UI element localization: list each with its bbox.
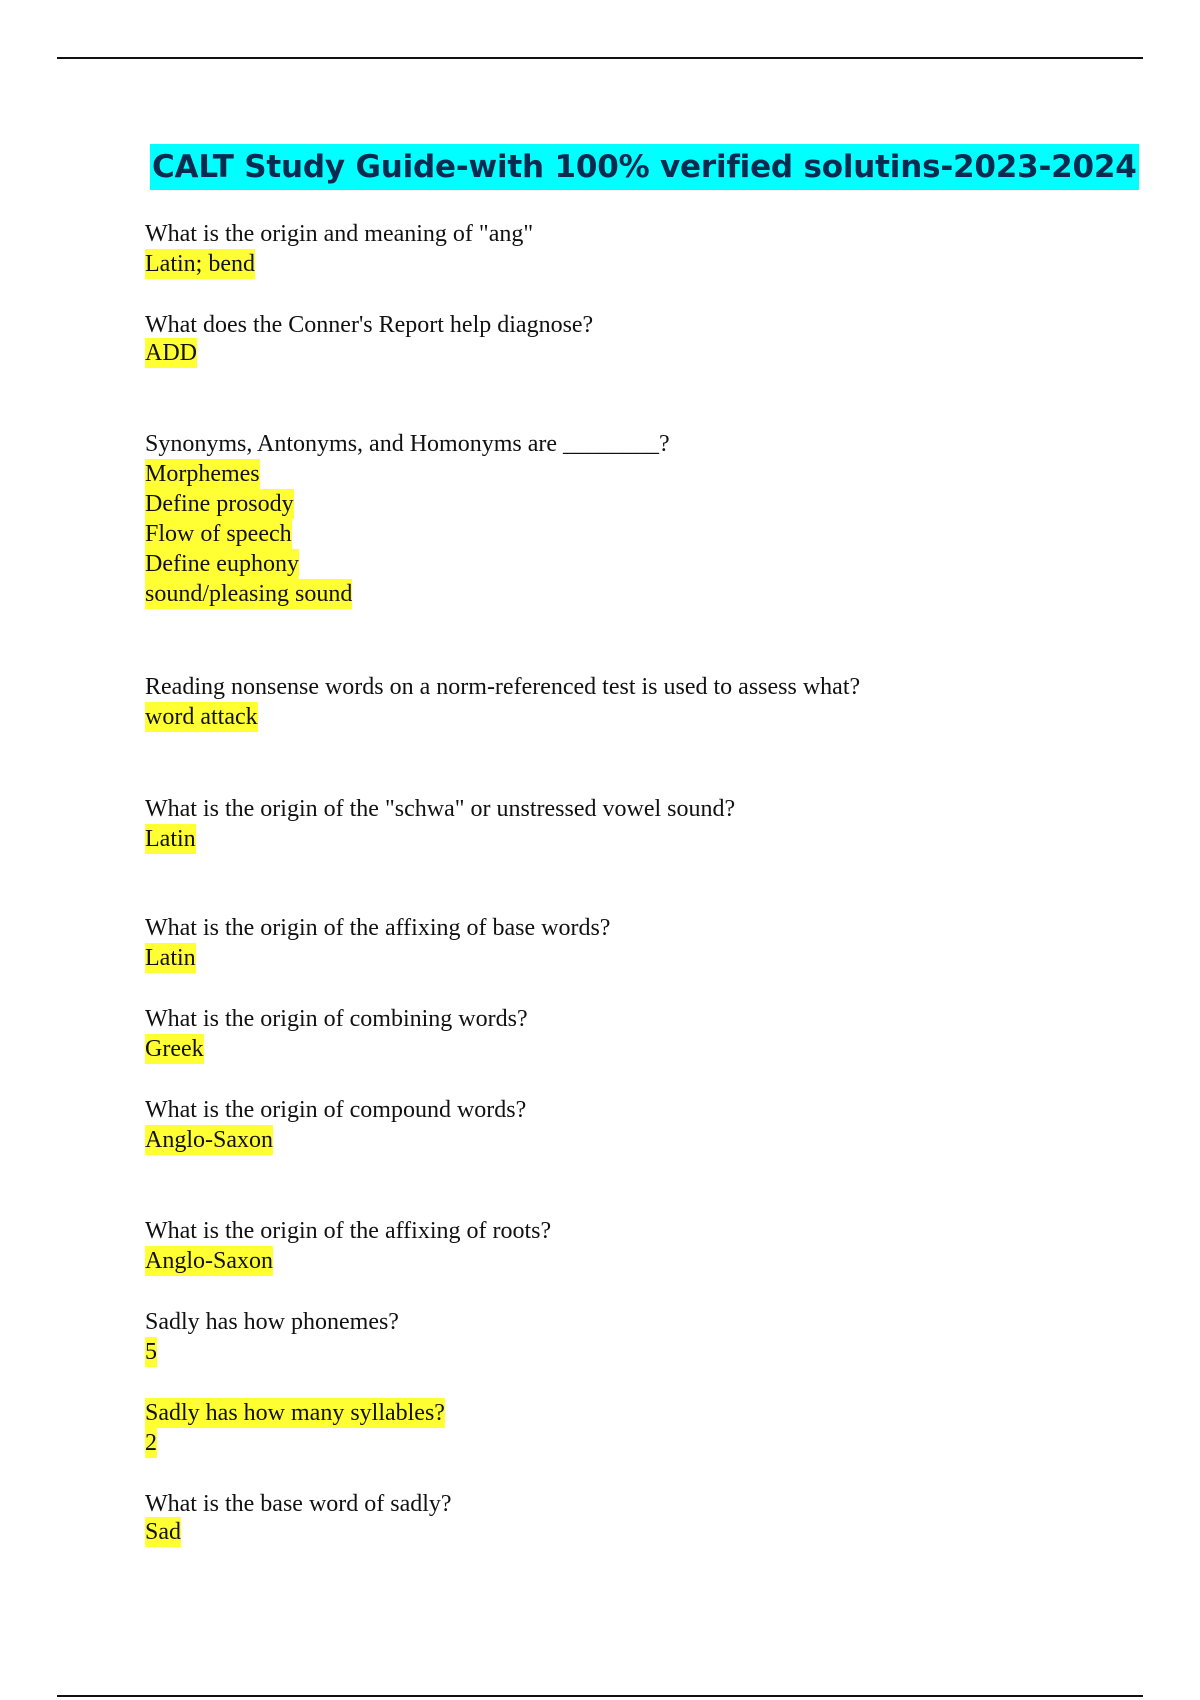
question-line: What is the origin of the "schwa" or unstressed vowel sound? <box>145 796 736 822</box>
bottom-rule <box>57 1695 1143 1697</box>
answer-line: ADD <box>145 340 197 366</box>
answer-line: Latin <box>145 826 196 852</box>
top-rule <box>57 57 1143 59</box>
answer-line: 5 <box>145 1339 157 1365</box>
question-line: What is the origin of the affixing of roots? <box>145 1218 552 1244</box>
question-line: Reading nonsense words on a norm-referenced test is used to assess what? <box>145 674 861 700</box>
answer-line: Anglo-Saxon <box>145 1127 273 1153</box>
document-title: CALT Study Guide-with 100% verified solutins-2023-2024 <box>150 144 1139 190</box>
answer-line: Latin <box>145 945 196 971</box>
question-line: Synonyms, Antonyms, and Homonyms are ________? <box>145 431 670 457</box>
answer-line: 2 <box>145 1430 157 1456</box>
answer-line: sound/pleasing sound <box>145 581 353 607</box>
question-line: Sadly has how many syllables? <box>145 1400 445 1426</box>
answer-line: Anglo-Saxon <box>145 1248 273 1274</box>
answer-line: Sad <box>145 1519 181 1545</box>
question-line: What does the Conner's Report help diagnose? <box>145 312 594 338</box>
question-line: What is the origin and meaning of "ang" <box>145 221 534 247</box>
question-line: What is the origin of compound words? <box>145 1097 527 1123</box>
answer-line: Flow of speech <box>145 521 292 547</box>
answer-line: word attack <box>145 704 258 730</box>
answer-line: Define euphony <box>145 551 299 577</box>
question-line: What is the origin of the affixing of base words? <box>145 915 611 941</box>
answer-line: Latin; bend <box>145 251 255 277</box>
question-line: Sadly has how phonemes? <box>145 1309 399 1335</box>
answer-line: Greek <box>145 1036 204 1062</box>
question-line: What is the base word of sadly? <box>145 1491 452 1517</box>
answer-line: Morphemes <box>145 461 260 487</box>
question-line: What is the origin of combining words? <box>145 1006 528 1032</box>
answer-line: Define prosody <box>145 491 294 517</box>
